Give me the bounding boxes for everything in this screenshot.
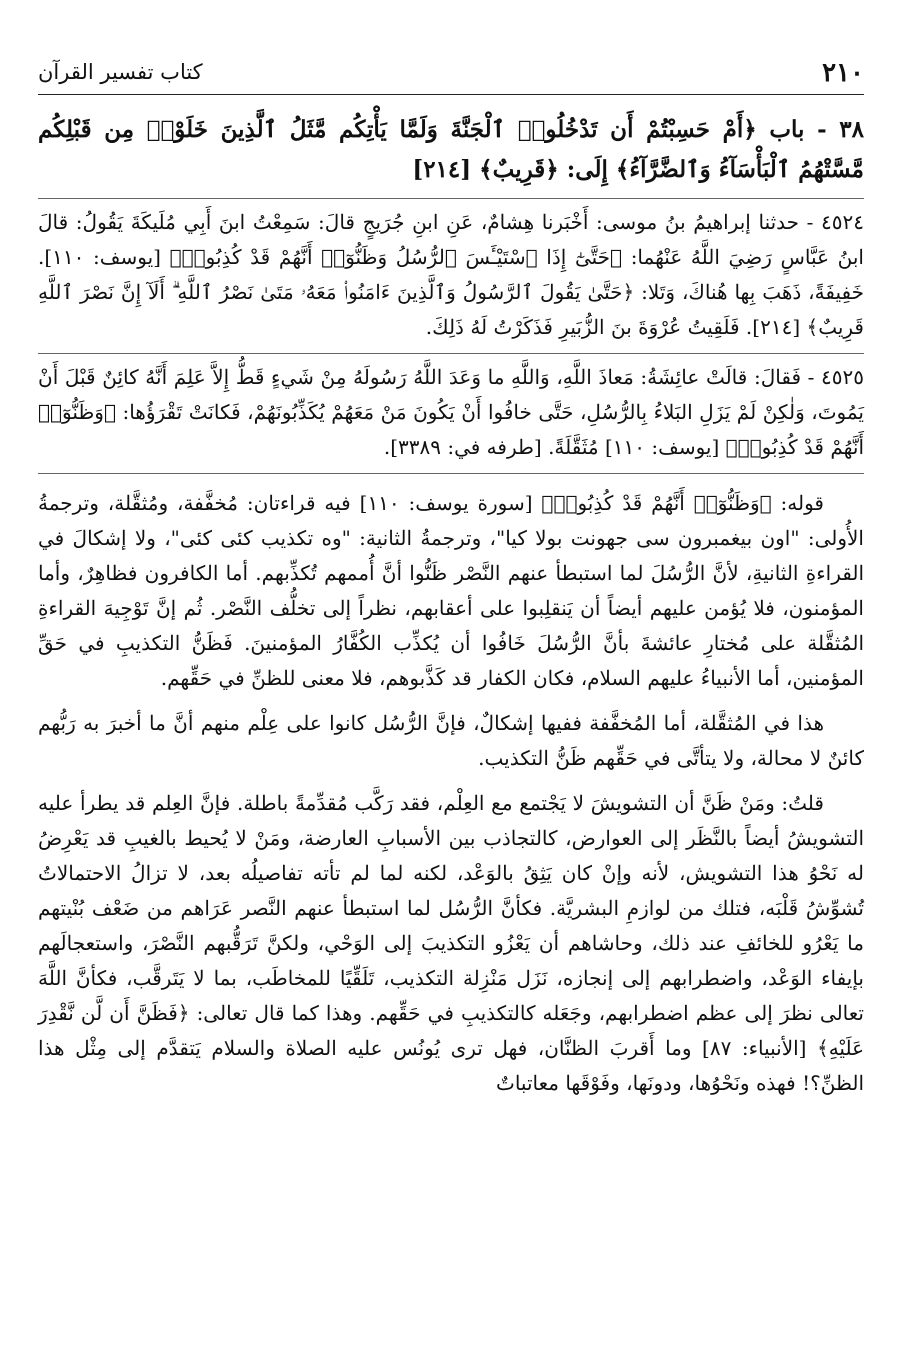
commentary-paragraph: هذا في المُثقَّلة، أما المُخفَّفة ففيها إشكالٌ، فإنَّ الرُّسُل كانوا على عِلْم منهم أنَّ ما أخبرَ به رَبُّهم كائنٌ لا محالة، ولا يتأتَّى في حَقِّهم ظَنُّ التكذيب. [38,711,864,770]
commentary [38,473,864,1101]
hadith-4525: ٤٥٢٥ - فَقالَ: قالَتْ عائِشَةُ: مَعاذَ اللَّهِ، وَاللَّهِ ما وَعَدَ اللَّهُ رَسُولَهُ مِنْ شَيءٍ قَطُّ إِلاَّ عَلِمَ أَنَّهُ كائِنٌ قَبْلَ أَنْ يَمُوتَ، وَلٰكِنْ لَمْ يَزَلِ البَلاءُ بِالرُّسُلِ، حَتَّى خافُوا أَنْ يَكُونَ مَنْ مَعَهُمْ يُكَذِّبُونَهُمْ، فَكانَتْ تَقْرَؤُها: ﴿وَظَنُّوٓا۟ أَنَّهُمْ قَدْ كُذِبُوا۟﴾ [يوسف: ١١٠] مُثَقَّلَةً. [طرفه في: ٣٣٨٩]. [38,353,864,473]
chapter-heading: ٣٨ - باب ﴿أَمْ حَسِبْتُمْ أَن تَدْخُلُوا۟ ٱلْجَنَّةَ وَلَمَّا يَأْتِكُم مَّثَلُ ٱلَّذِينَ خَلَوْا۟ مِن قَبْلِكُم مَّسَّتْهُمُ ٱلْبَأْسَآءُ وَٱلضَّرَّآءُ﴾ إِلَى: ﴿قَرِيبٌ﴾ [٢١٤] [38,116,864,183]
page-number: ٢١٠ [822,58,864,88]
page-content [38,110,864,1101]
book-title: كتاب تفسير القرآن [38,60,203,84]
commentary-paragraph: قلتُ: ومَنْ ظَنَّ أن التشويشَ لا يَجْتمع مع العِلْم، فقد رَكَّب مُقدِّمةً باطلة. فإنَّ العِلم قد يطرأ عليه التشويشُ أيضاً بالنَّظَر إلى العوارض، كالتجاذب بين الأسبابِ العارضة، ومَنْ لا يُحيط بالغيبِ قد يَعْرِضُ له نَحْوُ هذا التشويش، لأنه وإنْ كان يَثِقُ بالوَعْد، لكنه لما لم تأته تفاصيلُه بعد، لا تزالُ الاحتمالاتُ تُشوِّشُ قَلْبَه، فتلك من لوازمِ البشريَّة. فكأنَّ الرُّسُل لما استبطأ عنهم النَّصر عَرَاهم من ضَعْف بُنْيتهم ما يَعْرُو للخائفِ عند ذلك، وحاشاهم أن يَعْزُو التكذيبَ إلى الوَحْي، ولكنَّ تَرَقُّبهم النَّصْرَ، واستعجالَهم بإيفاء الوَعْد، واضطرابهم إلى إنجازه، نَزَل مَنْزِلة التكذيب، تَلَقِّيًا للمخاطَب، بما لا يَتَرقَّب، فكأنَّ اللَّهَ تعالى نظرَ إلى عظم اضطرابهم، وجَعَله كالتكذيبِ في حَقِّهم. وهذا كما قال تعالى: ﴿فَظَنَّ أَن لَّن نَّقْدِرَ عَلَيْهِ﴾ [الأنبياء: ٨٧] وما أَقربَ الظنَّان، فهل ترى يُونُس عليه الصلاة والسلام يَتقدَّم إلى مِثْل هذا الظنِّ؟! فهذه ونَحْوُها، ودونَها، وفَوْقَها معاتباتٌ [38,791,865,1095]
hadith-4524: ٤٥٢٤ - حدثنا إبراهيمُ بنُ موسى: أَخْبَرنا هِشامٌ، عَنِ ابنِ جُرَيجٍ قالَ: سَمِعْتُ ابنَ أَبِي مُلَيكَةَ يَقُولُ: قالَ ابنُ عَبَّاسٍ رَضِيَ اللَّهُ عَنْهُما: ﴿حَتَّىٰٓ إِذَا ٱسْتَيْـَٔسَ ٱلرُّسُلُ وَظَنُّوٓا۟ أَنَّهُمْ قَدْ كُذِبُوا۟﴾ [يوسف: ١١٠]. خَفِيفَةً، ذَهَبَ بِها هُناكَ، وَتَلا: ﴿حَتَّىٰ يَقُولَ ٱلرَّسُولُ وَٱلَّذِينَ ءَامَنُوا۟ مَعَهُۥ مَتَىٰ نَصْرُ ٱللَّهِ ۗ أَلَآ إِنَّ نَصْرَ ٱللَّهِ قَرِيبٌ﴾ [٢١٤]. فَلَقِيتُ عُرْوَةَ بنَ الزُّبَيرِ فَذَكَرْتُ لَهُ ذَلِكَ. [38,198,864,353]
commentary-paragraph: قوله: ﴿وَظَنُّوٓا۟ أَنَّهُمْ قَدْ كُذِبُوا۟﴾ [سورة يوسف: ١١٠] فيه قراءتان: مُخفَّفة، ومُثقَّلة، وترجمةُ الأُولى: "اون بيغمبرون سى جهونت بولا كيا"، وترجمةُ الثانية: "وه تكذيب كئى كئى"، ولا إشكالَ في القراءةِ الثانيةِ، لأنَّ الرُّسُلَ لما استبطأ عنهم النَّصْر ظَنُّوا أنَّ أُممهم تُكذِّبهم. أما الكافرون فظاهِرٌ، وأما المؤمنون، فلا يُؤمن عليهم أيضاً أن يَنقلِبوا على أعقابهم، نظراً إلى تخلُّف النَّصْر. ثُم إنَّ تَوْجِيهَ القراءةِ المُثقَّلة على مُختارِ عائشةَ بأنَّ الرُّسُلَ خَافُوا أن يُكذِّب الكُفَّارُ المؤمنينَ. فَظَنُّ التكذيبِ في حَقِّ المؤمنين، أما الأنبياءُ عليهم السلام، فكان الكفار قد كَذَّبوهم، فلا معنى للظنِّ في حَقِّهم. [38,491,865,690]
page-header [38,50,864,95]
